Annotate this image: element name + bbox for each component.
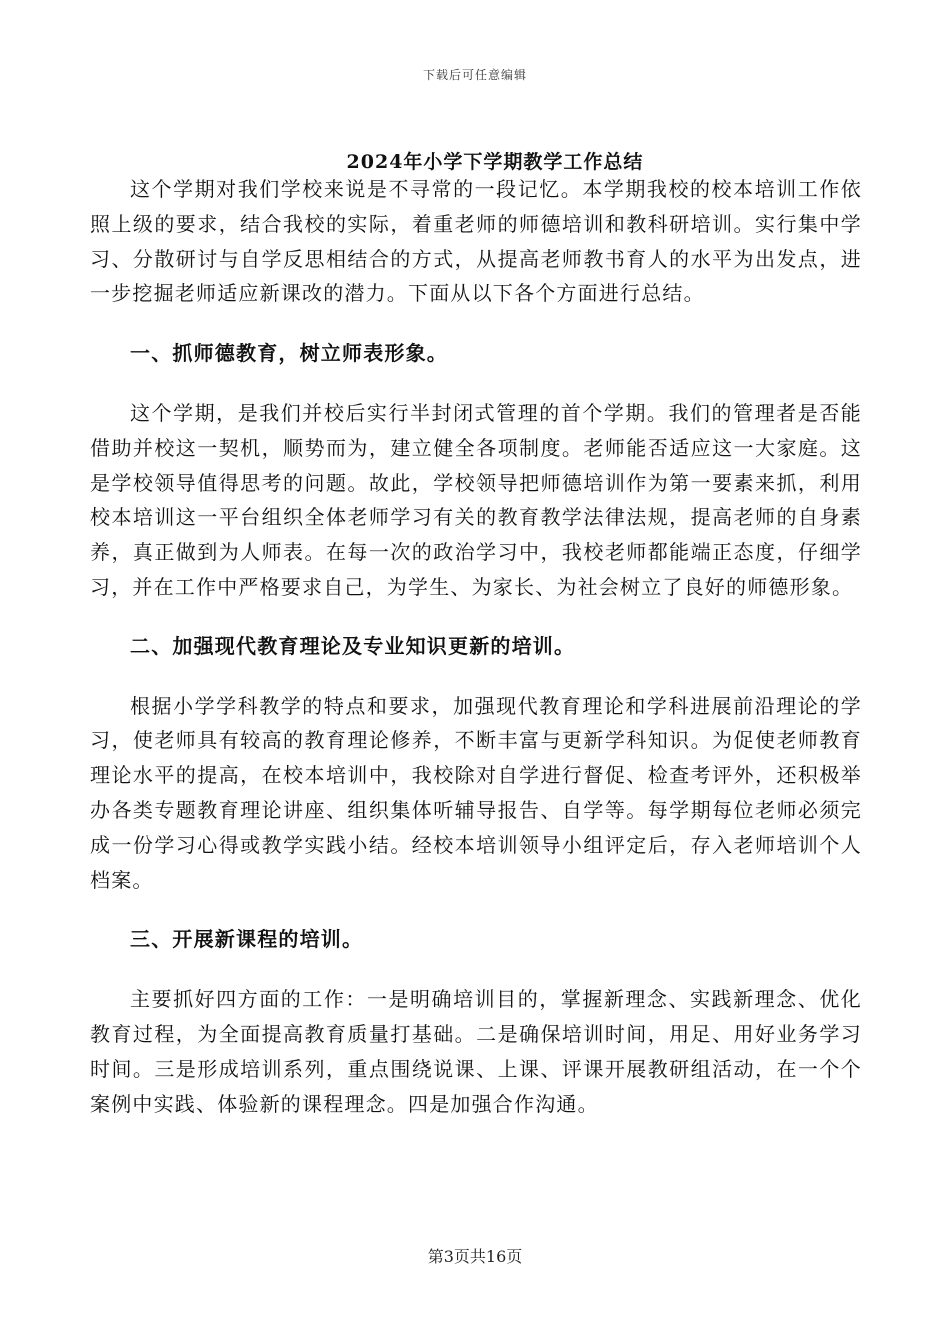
section-paragraph-2: 根据小学学科教学的特点和要求，加强现代教育理论和学科进展前沿理论的学习，使老师具有较高的教育理论修养，不断丰富与更新学科知识。为促使老师教育理论水平的提高，在校本培训中，我校除对自学进行督促、检查考评外，还积极举办各类专题教育理论讲座、组织集体听辅导报告、自学等。每学期每位老师必须完成一份学习心得或教学实践小结。经校本培训领导小组评定后，存入老师培训个人档案。 — [90, 693, 862, 892]
section-heading-1: 一、抓师德教育，树立师表形象。 — [130, 341, 448, 366]
document-title: 2024年小学下学期教学工作总结 — [346, 151, 644, 173]
intro-paragraph: 这个学期对我们学校来说是不寻常的一段记忆。本学期我校的校本培训工作依照上级的要求，结合我校的实际，着重老师的师德培训和教科研培训。实行集中学习、分散研讨与自学反思相结合的方式，从提高老师教书育人的水平为出发点，进一步挖掘老师适应新课改的潜力。下面从以下各个方面进行总结。 — [90, 177, 862, 306]
page-footer: 第3页共16页 — [427, 1247, 523, 1266]
header-note: 下载后可任意编辑 — [422, 68, 527, 82]
document-body — [90, 172, 862, 1121]
section-paragraph-1: 这个学期，是我们并校后实行半封闭式管理的首个学期。我们的管理者是否能借助并校这一契机，顺势而为，建立健全各项制度。老师能否适应这一大家庭。这是学校领导值得思考的问题。故此，学校领导把师德培训作为第一要素来抓，利用校本培训这一平台组织全体老师学习有关的教育教学法律法规，提高老师的自身素养，真正做到为人师表。在每一次的政治学习中，我校老师都能端正态度，仔细学习，并在工作中严格要求自己，为学生、为家长、为社会树立了良好的师德形象。 — [90, 400, 862, 599]
section-paragraph-3: 主要抓好四方面的工作：一是明确培训目的，掌握新理念、实践新理念、优化教育过程，为全面提高教育质量打基础。二是确保培训时间，用足、用好业务学习时间。三是形成培训系列，重点围绕说课、上课、评课开展教研组活动，在一个个案例中实践、体验新的课程理念。四是加强合作沟通。 — [90, 987, 862, 1116]
section-heading-2: 二、加强现代教育理论及专业知识更新的培训。 — [130, 633, 576, 658]
section-heading-3: 三、开展新课程的培训。 — [130, 927, 364, 952]
